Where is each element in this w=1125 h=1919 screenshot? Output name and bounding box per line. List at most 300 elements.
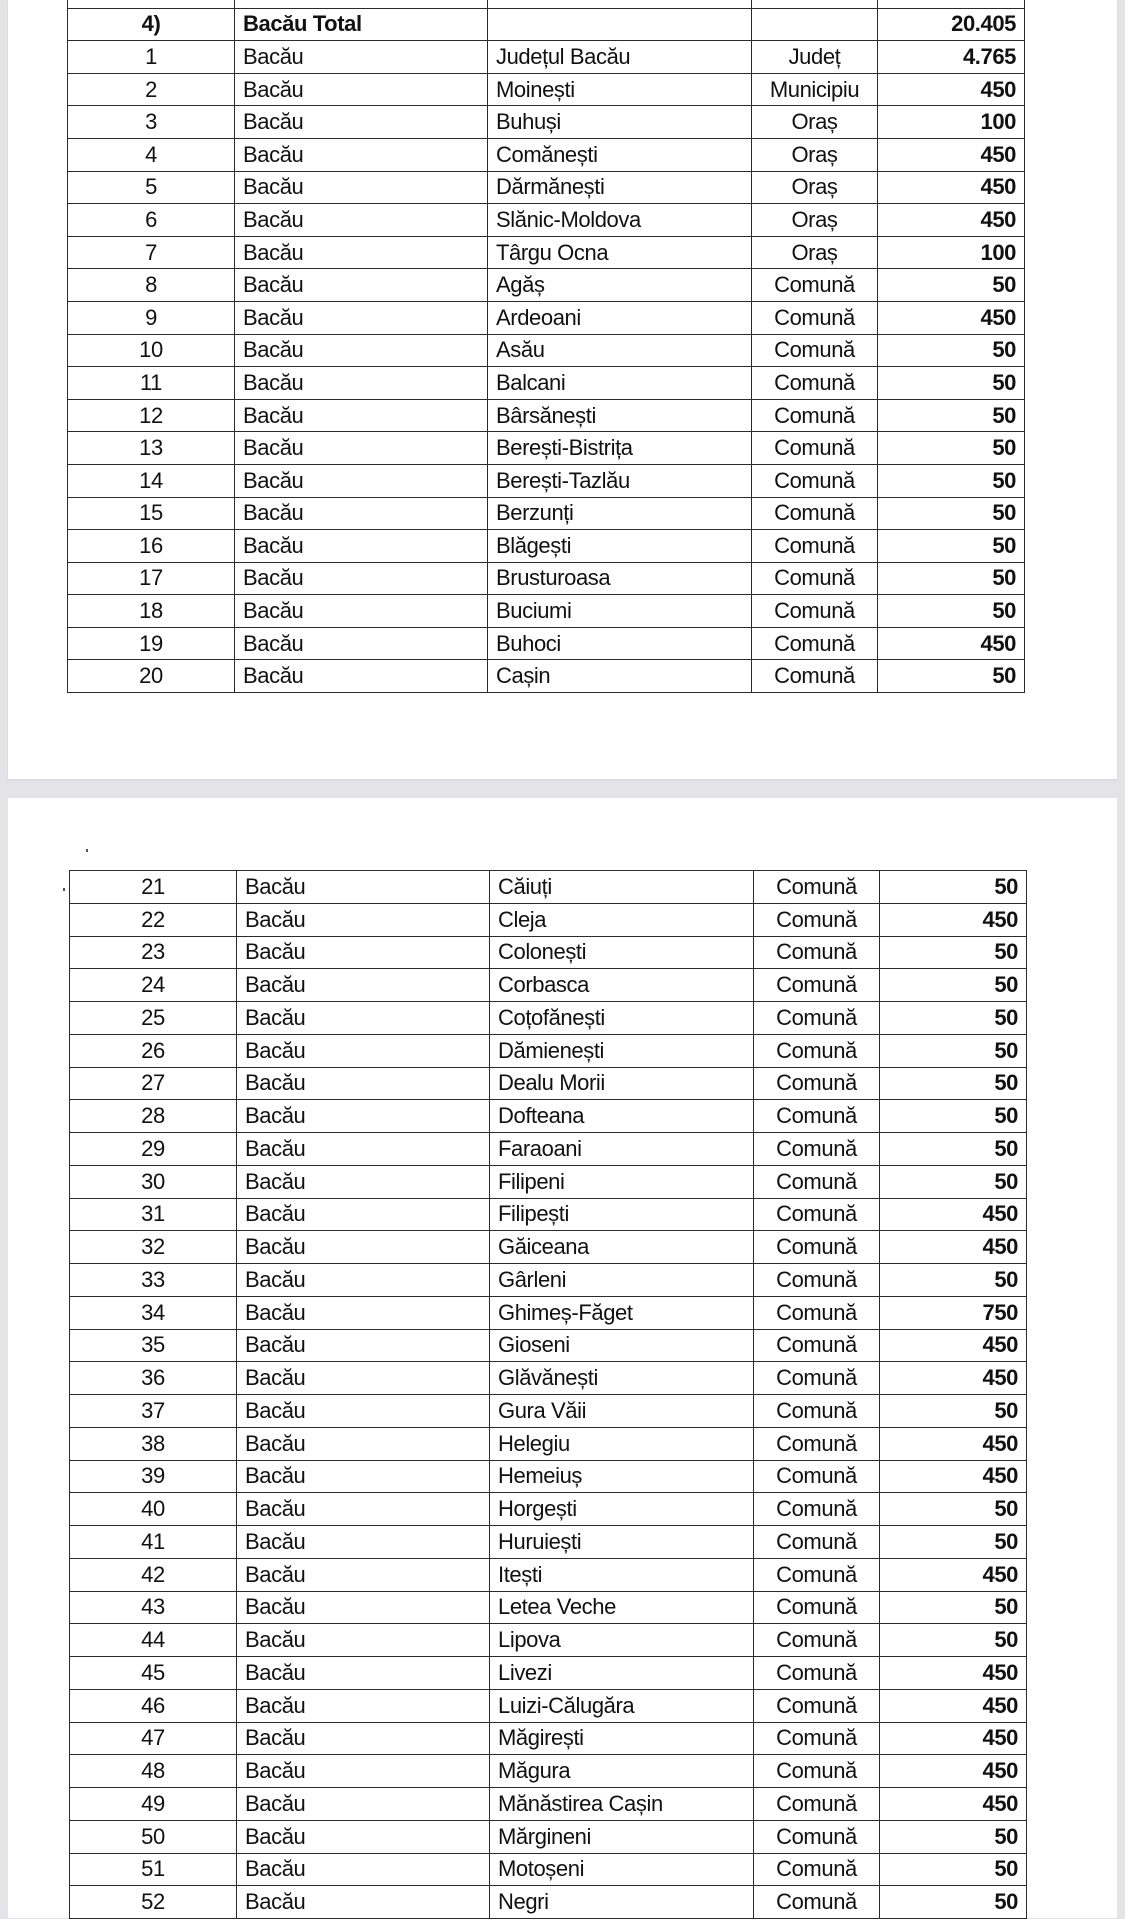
cell-valoare: 20.405 bbox=[878, 8, 1025, 41]
cell-judet: Bacău bbox=[235, 497, 488, 530]
cell-uat: Helegiu bbox=[490, 1427, 754, 1460]
cell-uat: Târgu Ocna bbox=[488, 236, 752, 269]
table-row bbox=[68, 660, 1025, 693]
cell-uat: Filipeni bbox=[490, 1165, 754, 1198]
cell-valoare: 50 bbox=[880, 1002, 1027, 1035]
cell-nr: 42 bbox=[70, 1558, 237, 1591]
table-row bbox=[70, 1460, 1027, 1493]
table-row bbox=[68, 399, 1025, 432]
cell-uat: Letea Veche bbox=[490, 1591, 754, 1624]
table-body bbox=[70, 871, 1027, 1919]
cell-uat: Buciumi bbox=[488, 595, 752, 628]
cell-nr: 21 bbox=[70, 871, 237, 904]
cell-nr: 24 bbox=[70, 969, 237, 1002]
table-row bbox=[70, 1820, 1027, 1853]
table-row bbox=[68, 367, 1025, 400]
cell-valoare: 50 bbox=[880, 1526, 1027, 1559]
cell-judet: Bacău bbox=[237, 1853, 490, 1886]
cell-nr: 41 bbox=[70, 1526, 237, 1559]
cell-uat: Bârsănești bbox=[488, 399, 752, 432]
cell-nr: 27 bbox=[70, 1067, 237, 1100]
cell-uat: Căiuți bbox=[490, 871, 754, 904]
cell-tip: Comună bbox=[754, 1395, 880, 1428]
cell-valoare: 450 bbox=[880, 1689, 1027, 1722]
cell-tip: Comună bbox=[754, 903, 880, 936]
cell-valoare: 50 bbox=[878, 595, 1025, 628]
cell-valoare: 50 bbox=[880, 1034, 1027, 1067]
table-row bbox=[68, 236, 1025, 269]
scan-speck bbox=[63, 888, 65, 891]
cell-uat: Gioseni bbox=[490, 1329, 754, 1362]
cell-valoare: 50 bbox=[880, 1133, 1027, 1166]
cell-tip: Comună bbox=[754, 1558, 880, 1591]
cell-valoare: 50 bbox=[878, 562, 1025, 595]
cell-judet: Bacău bbox=[235, 530, 488, 563]
table-row bbox=[70, 1624, 1027, 1657]
document-page-1 bbox=[8, 0, 1117, 779]
cell-uat: Măgirești bbox=[490, 1722, 754, 1755]
cell-nr: 22 bbox=[70, 903, 237, 936]
cell-judet: Bacău bbox=[237, 1460, 490, 1493]
cell-valoare: 100 bbox=[878, 236, 1025, 269]
table-row bbox=[70, 1133, 1027, 1166]
cell-valoare: 50 bbox=[880, 1886, 1027, 1919]
cell-nr: 26 bbox=[70, 1034, 237, 1067]
cell-uat: Filipești bbox=[490, 1198, 754, 1231]
table-row bbox=[70, 1755, 1027, 1788]
cell-judet: Bacău bbox=[237, 1886, 490, 1919]
cell-nr: 30 bbox=[70, 1165, 237, 1198]
cell-judet: Bacău bbox=[237, 1526, 490, 1559]
cell-nr: 37 bbox=[70, 1395, 237, 1428]
cell-valoare: 50 bbox=[880, 1067, 1027, 1100]
cell-valoare: 50 bbox=[878, 530, 1025, 563]
cell-nr: 4 bbox=[68, 138, 235, 171]
cell-nr: 45 bbox=[70, 1657, 237, 1690]
cell-nr: 31 bbox=[70, 1198, 237, 1231]
cell-tip: Comună bbox=[754, 1362, 880, 1395]
cell-uat: Mănăstirea Cașin bbox=[490, 1788, 754, 1821]
cell-judet: Bacău bbox=[235, 204, 488, 237]
cell-tip: Comună bbox=[754, 1100, 880, 1133]
cell-uat: Gura Văii bbox=[490, 1395, 754, 1428]
cell-nr: 3 bbox=[68, 106, 235, 139]
cell-judet: Bacău bbox=[237, 1231, 490, 1264]
cell-uat: Agăș bbox=[488, 269, 752, 302]
cell-valoare: 4.765 bbox=[878, 41, 1025, 74]
cell-judet: Bacău bbox=[237, 1788, 490, 1821]
cell-valoare: 50 bbox=[880, 1100, 1027, 1133]
cell-judet: Bacău bbox=[237, 1820, 490, 1853]
cell-valoare: 50 bbox=[880, 1264, 1027, 1297]
clipped-previous-row bbox=[68, 0, 1025, 8]
table-body bbox=[68, 0, 1025, 693]
cell-valoare: 450 bbox=[878, 73, 1025, 106]
cell-tip bbox=[752, 8, 878, 41]
cell-nr: 28 bbox=[70, 1100, 237, 1133]
cell-tip: Comună bbox=[754, 1853, 880, 1886]
cell-nr: 52 bbox=[70, 1886, 237, 1919]
cell-judet: Bacău bbox=[237, 1558, 490, 1591]
cell-judet: Bacău bbox=[237, 1689, 490, 1722]
cell-valoare: 50 bbox=[880, 969, 1027, 1002]
cell-uat: Berești-Bistrița bbox=[488, 432, 752, 465]
cell-uat: Motoșeni bbox=[490, 1853, 754, 1886]
table-row bbox=[68, 334, 1025, 367]
cell-nr: 10 bbox=[68, 334, 235, 367]
cell-valoare: 450 bbox=[880, 1427, 1027, 1460]
table-row bbox=[70, 1067, 1027, 1100]
cell-nr: 18 bbox=[68, 595, 235, 628]
cell-judet: Bacău Total bbox=[235, 8, 488, 41]
cell-uat: Brusturoasa bbox=[488, 562, 752, 595]
table-row bbox=[70, 1853, 1027, 1886]
cell-judet: Bacău bbox=[237, 1198, 490, 1231]
cell-tip: Comună bbox=[754, 1067, 880, 1100]
cell-judet: Bacău bbox=[237, 1493, 490, 1526]
cell-tip: Comună bbox=[754, 1722, 880, 1755]
table-row bbox=[68, 464, 1025, 497]
cell-judet: Bacău bbox=[235, 269, 488, 302]
cell-uat: Livezi bbox=[490, 1657, 754, 1690]
cell-judet: Bacău bbox=[235, 171, 488, 204]
cell-judet: Bacău bbox=[235, 41, 488, 74]
cell-valoare: 450 bbox=[880, 1362, 1027, 1395]
cell-uat: Blăgești bbox=[488, 530, 752, 563]
cell-nr: 4) bbox=[68, 8, 235, 41]
cell-judet: Bacău bbox=[237, 1034, 490, 1067]
cell-uat: Cleja bbox=[490, 903, 754, 936]
table-row bbox=[68, 562, 1025, 595]
table-row bbox=[70, 1002, 1027, 1035]
table-row bbox=[70, 969, 1027, 1002]
cell-judet: Bacău bbox=[235, 367, 488, 400]
cell-judet: Bacău bbox=[235, 562, 488, 595]
cell-uat: Negri bbox=[490, 1886, 754, 1919]
cell-nr: 46 bbox=[70, 1689, 237, 1722]
cell-tip: Comună bbox=[752, 497, 878, 530]
cell-valoare bbox=[878, 0, 1025, 8]
cell-tip: Comună bbox=[754, 1264, 880, 1297]
cell-nr: 1 bbox=[68, 41, 235, 74]
cell-tip: Comună bbox=[754, 1591, 880, 1624]
table-row bbox=[70, 1722, 1027, 1755]
cell-judet: Bacău bbox=[237, 871, 490, 904]
cell-nr: 44 bbox=[70, 1624, 237, 1657]
scan-speck bbox=[86, 849, 88, 852]
cell-nr: 8 bbox=[68, 269, 235, 302]
cell-valoare: 50 bbox=[878, 269, 1025, 302]
cell-valoare: 50 bbox=[880, 1395, 1027, 1428]
cell-tip: Comună bbox=[754, 1198, 880, 1231]
cell-uat: Dărmănești bbox=[488, 171, 752, 204]
cell-judet: Bacău bbox=[237, 1067, 490, 1100]
cell-uat: Slănic-Moldova bbox=[488, 204, 752, 237]
table-row bbox=[68, 138, 1025, 171]
cell-uat: Ardeoani bbox=[488, 301, 752, 334]
cell-uat: Huruiești bbox=[490, 1526, 754, 1559]
cell-tip: Comună bbox=[754, 1526, 880, 1559]
cell-tip: Comună bbox=[754, 1657, 880, 1690]
cell-valoare: 50 bbox=[878, 432, 1025, 465]
table-row bbox=[70, 1526, 1027, 1559]
cell-uat: Berzunți bbox=[488, 497, 752, 530]
cell-tip: Comună bbox=[754, 1133, 880, 1166]
allocation-table-page-2 bbox=[69, 870, 1027, 1919]
cell-nr: 36 bbox=[70, 1362, 237, 1395]
table-row bbox=[70, 1100, 1027, 1133]
cell-uat: Balcani bbox=[488, 367, 752, 400]
cell-tip: Comună bbox=[754, 969, 880, 1002]
cell-tip: Comună bbox=[754, 1886, 880, 1919]
cell-uat: Dofteana bbox=[490, 1100, 754, 1133]
table-row bbox=[68, 595, 1025, 628]
cell-judet bbox=[235, 0, 488, 8]
cell-nr: 15 bbox=[68, 497, 235, 530]
cell-uat: Comănești bbox=[488, 138, 752, 171]
table-row bbox=[68, 627, 1025, 660]
cell-uat: Coțofănești bbox=[490, 1002, 754, 1035]
cell-tip: Comună bbox=[752, 432, 878, 465]
cell-nr: 20 bbox=[68, 660, 235, 693]
cell-judet: Bacău bbox=[237, 1624, 490, 1657]
table-row bbox=[70, 1165, 1027, 1198]
cell-nr: 38 bbox=[70, 1427, 237, 1460]
cell-judet: Bacău bbox=[237, 1100, 490, 1133]
cell-valoare: 450 bbox=[880, 1788, 1027, 1821]
cell-tip: Comună bbox=[754, 1165, 880, 1198]
cell-valoare: 50 bbox=[880, 1591, 1027, 1624]
table-row bbox=[68, 204, 1025, 237]
cell-tip: Oraș bbox=[752, 204, 878, 237]
cell-uat: Lipova bbox=[490, 1624, 754, 1657]
table-row bbox=[70, 1427, 1027, 1460]
cell-tip: Comună bbox=[752, 595, 878, 628]
table-row bbox=[68, 530, 1025, 563]
cell-judet: Bacău bbox=[235, 334, 488, 367]
cell-nr: 2 bbox=[68, 73, 235, 106]
cell-uat: Dealu Morii bbox=[490, 1067, 754, 1100]
cell-tip: Județ bbox=[752, 41, 878, 74]
cell-tip: Comună bbox=[754, 1493, 880, 1526]
cell-judet: Bacău bbox=[235, 660, 488, 693]
table-row bbox=[70, 1231, 1027, 1264]
cell-nr: 33 bbox=[70, 1264, 237, 1297]
cell-tip: Comună bbox=[754, 1002, 880, 1035]
cell-uat: Județul Bacău bbox=[488, 41, 752, 74]
cell-valoare: 50 bbox=[878, 497, 1025, 530]
cell-tip: Comună bbox=[752, 301, 878, 334]
cell-valoare: 450 bbox=[880, 1329, 1027, 1362]
cell-tip: Comună bbox=[752, 530, 878, 563]
cell-uat: Moinești bbox=[488, 73, 752, 106]
cell-nr: 13 bbox=[68, 432, 235, 465]
cell-uat bbox=[488, 0, 752, 8]
cell-valoare: 50 bbox=[878, 660, 1025, 693]
cell-nr: 50 bbox=[70, 1820, 237, 1853]
cell-tip: Comună bbox=[754, 1624, 880, 1657]
cell-nr bbox=[68, 0, 235, 8]
cell-tip: Oraș bbox=[752, 106, 878, 139]
cell-valoare: 100 bbox=[878, 106, 1025, 139]
table-row bbox=[70, 1788, 1027, 1821]
cell-nr: 35 bbox=[70, 1329, 237, 1362]
cell-tip: Comună bbox=[752, 627, 878, 660]
table-row bbox=[70, 1657, 1027, 1690]
cell-judet: Bacău bbox=[237, 969, 490, 1002]
cell-valoare: 750 bbox=[880, 1296, 1027, 1329]
cell-uat: Buhuși bbox=[488, 106, 752, 139]
cell-valoare: 450 bbox=[880, 1755, 1027, 1788]
cell-judet: Bacău bbox=[235, 595, 488, 628]
cell-valoare: 50 bbox=[880, 1624, 1027, 1657]
cell-valoare: 50 bbox=[880, 871, 1027, 904]
cell-uat: Berești-Tazlău bbox=[488, 464, 752, 497]
cell-nr: 11 bbox=[68, 367, 235, 400]
table-row bbox=[70, 1558, 1027, 1591]
cell-nr: 40 bbox=[70, 1493, 237, 1526]
cell-judet: Bacău bbox=[235, 106, 488, 139]
table-row bbox=[70, 1329, 1027, 1362]
cell-valoare: 450 bbox=[880, 1558, 1027, 1591]
cell-uat: Colonești bbox=[490, 936, 754, 969]
cell-judet: Bacău bbox=[237, 1002, 490, 1035]
table-row bbox=[70, 1395, 1027, 1428]
cell-valoare: 50 bbox=[878, 367, 1025, 400]
cell-tip: Comună bbox=[752, 399, 878, 432]
cell-judet: Bacău bbox=[237, 1264, 490, 1297]
table-row bbox=[68, 432, 1025, 465]
cell-judet: Bacău bbox=[237, 1133, 490, 1166]
table-row bbox=[70, 1689, 1027, 1722]
cell-valoare: 450 bbox=[878, 627, 1025, 660]
cell-uat: Itești bbox=[490, 1558, 754, 1591]
cell-nr: 51 bbox=[70, 1853, 237, 1886]
cell-uat: Faraoani bbox=[490, 1133, 754, 1166]
table-row bbox=[70, 1296, 1027, 1329]
cell-uat: Luizi-Călugăra bbox=[490, 1689, 754, 1722]
cell-valoare: 450 bbox=[880, 1231, 1027, 1264]
cell-judet: Bacău bbox=[237, 1657, 490, 1690]
cell-tip: Comună bbox=[754, 1296, 880, 1329]
cell-valoare: 50 bbox=[878, 334, 1025, 367]
cell-tip: Municipiu bbox=[752, 73, 878, 106]
cell-tip: Comună bbox=[754, 1460, 880, 1493]
cell-valoare: 50 bbox=[880, 936, 1027, 969]
cell-tip: Comună bbox=[752, 334, 878, 367]
table-row bbox=[68, 106, 1025, 139]
cell-tip bbox=[752, 0, 878, 8]
cell-tip: Comună bbox=[752, 660, 878, 693]
total-row bbox=[68, 8, 1025, 41]
cell-tip: Comună bbox=[752, 367, 878, 400]
cell-tip: Comună bbox=[752, 464, 878, 497]
table-row bbox=[70, 1886, 1027, 1919]
cell-valoare: 450 bbox=[880, 1198, 1027, 1231]
cell-tip: Comună bbox=[754, 936, 880, 969]
cell-uat: Gârleni bbox=[490, 1264, 754, 1297]
cell-judet: Bacău bbox=[235, 432, 488, 465]
cell-tip: Oraș bbox=[752, 138, 878, 171]
cell-judet: Bacău bbox=[237, 1427, 490, 1460]
cell-tip: Comună bbox=[754, 871, 880, 904]
cell-valoare: 450 bbox=[878, 301, 1025, 334]
cell-tip: Comună bbox=[754, 1820, 880, 1853]
cell-nr: 47 bbox=[70, 1722, 237, 1755]
cell-uat: Ghimeș-Făget bbox=[490, 1296, 754, 1329]
table-row bbox=[68, 73, 1025, 106]
cell-valoare: 450 bbox=[878, 204, 1025, 237]
cell-nr: 34 bbox=[70, 1296, 237, 1329]
cell-tip: Comună bbox=[754, 1755, 880, 1788]
cell-uat: Glăvănești bbox=[490, 1362, 754, 1395]
cell-judet: Bacău bbox=[237, 1296, 490, 1329]
cell-valoare: 450 bbox=[878, 138, 1025, 171]
cell-tip: Comună bbox=[754, 1689, 880, 1722]
cell-tip: Comună bbox=[754, 1427, 880, 1460]
cell-judet: Bacău bbox=[235, 301, 488, 334]
cell-nr: 43 bbox=[70, 1591, 237, 1624]
table-row bbox=[70, 1591, 1027, 1624]
table-row bbox=[70, 1198, 1027, 1231]
cell-tip: Comună bbox=[754, 1329, 880, 1362]
cell-nr: 19 bbox=[68, 627, 235, 660]
cell-nr: 23 bbox=[70, 936, 237, 969]
cell-judet: Bacău bbox=[235, 138, 488, 171]
cell-nr: 6 bbox=[68, 204, 235, 237]
cell-uat: Dămienești bbox=[490, 1034, 754, 1067]
table-row bbox=[68, 41, 1025, 74]
cell-uat: Mărgineni bbox=[490, 1820, 754, 1853]
cell-nr: 9 bbox=[68, 301, 235, 334]
cell-judet: Bacău bbox=[235, 73, 488, 106]
cell-uat: Cașin bbox=[488, 660, 752, 693]
table-row bbox=[70, 903, 1027, 936]
cell-tip: Comună bbox=[754, 1788, 880, 1821]
cell-judet: Bacău bbox=[237, 1329, 490, 1362]
cell-valoare: 450 bbox=[880, 1657, 1027, 1690]
cell-valoare: 450 bbox=[880, 903, 1027, 936]
cell-judet: Bacău bbox=[237, 1395, 490, 1428]
table-row bbox=[70, 871, 1027, 904]
table-row bbox=[68, 269, 1025, 302]
table-row bbox=[70, 1493, 1027, 1526]
cell-nr: 49 bbox=[70, 1788, 237, 1821]
cell-nr: 17 bbox=[68, 562, 235, 595]
cell-tip: Comună bbox=[754, 1231, 880, 1264]
cell-judet: Bacău bbox=[237, 903, 490, 936]
cell-nr: 29 bbox=[70, 1133, 237, 1166]
cell-valoare: 50 bbox=[880, 1165, 1027, 1198]
cell-valoare: 450 bbox=[878, 171, 1025, 204]
cell-judet: Bacău bbox=[237, 1165, 490, 1198]
cell-judet: Bacău bbox=[235, 399, 488, 432]
cell-valoare: 50 bbox=[878, 399, 1025, 432]
table-row bbox=[70, 936, 1027, 969]
cell-uat bbox=[488, 8, 752, 41]
cell-nr: 25 bbox=[70, 1002, 237, 1035]
cell-tip: Comună bbox=[752, 269, 878, 302]
cell-uat: Hemeiuș bbox=[490, 1460, 754, 1493]
cell-valoare: 50 bbox=[880, 1493, 1027, 1526]
cell-nr: 14 bbox=[68, 464, 235, 497]
cell-nr: 48 bbox=[70, 1755, 237, 1788]
cell-uat: Corbasca bbox=[490, 969, 754, 1002]
document-page-2 bbox=[8, 798, 1117, 1918]
cell-valoare: 50 bbox=[880, 1853, 1027, 1886]
cell-judet: Bacău bbox=[237, 1755, 490, 1788]
allocation-table-page-1 bbox=[67, 0, 1025, 693]
